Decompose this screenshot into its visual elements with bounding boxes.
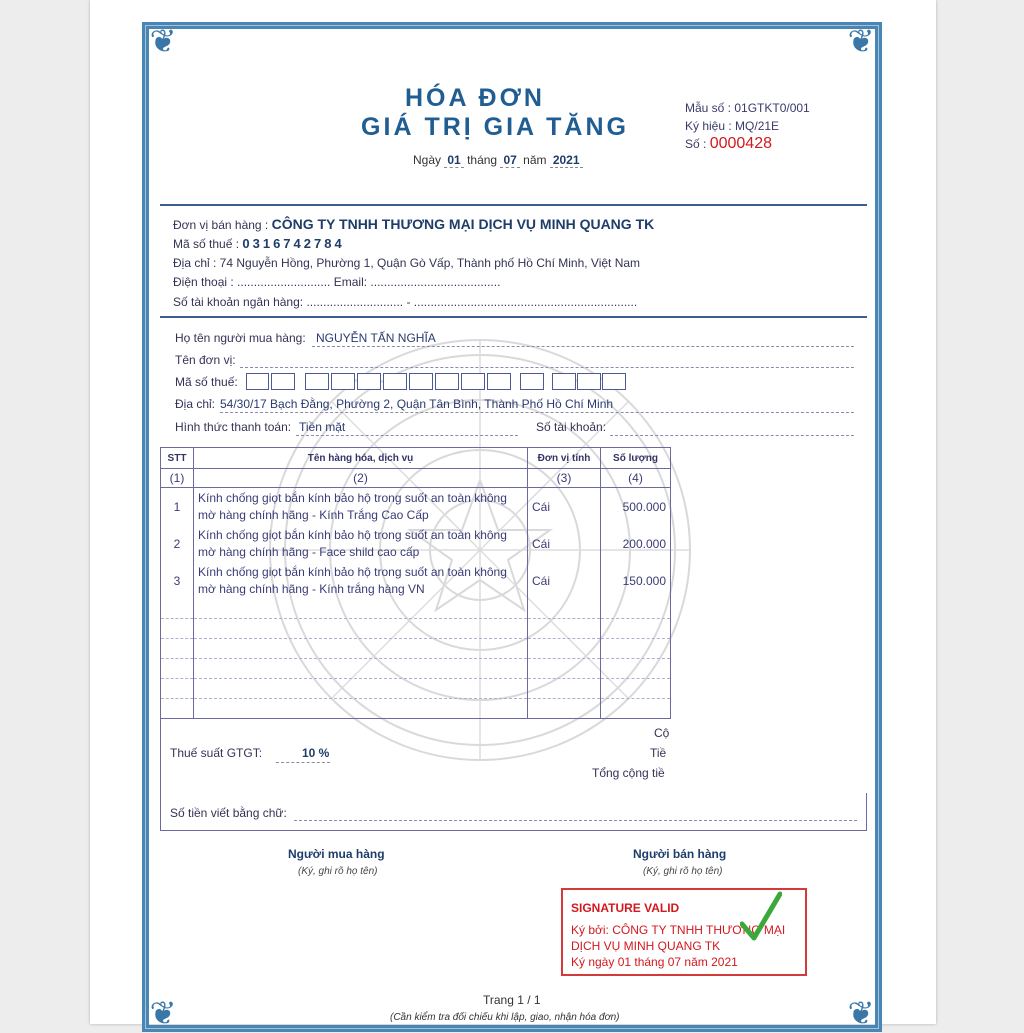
payment-method: Tiền mặt — [299, 420, 346, 434]
signed-date: Ký ngày 01 tháng 07 năm 2021 — [571, 955, 738, 969]
total-label-cut: Tổng cộng tiề — [592, 766, 665, 780]
vat-rate: 10 % — [302, 746, 330, 760]
vat-amount-label-cut: Tiề — [650, 746, 667, 760]
table-row-empty — [161, 639, 671, 659]
buyer-unit-label: Tên đơn vị: — [175, 353, 236, 367]
tax-digit-box[interactable] — [331, 373, 355, 390]
buyer-signature-note: (Ký, ghi rõ họ tên) — [298, 866, 378, 877]
seller-name: CÔNG TY TNHH THƯƠNG MẠI DỊCH VỤ MINH QUANG TK — [271, 216, 655, 232]
divider — [160, 204, 867, 206]
ornament-icon: ❦ — [847, 23, 875, 59]
page-indicator: Trang 1 / 1 — [483, 993, 541, 1007]
table-row: 2 Kính chống giọt bắn kính bảo hộ trong suốt an toàn không mờ hàng chính hãng - Face shild cao cấp Cái 200.000 — [161, 525, 671, 562]
seller-tax-code: 0316742784 — [242, 236, 345, 251]
seller-address: Địa chỉ : 74 Nguyễn Hồng, Phường 1, Quận Gò Vấp, Thành phố Hồ Chí Minh, Việt Nam — [173, 256, 641, 270]
buyer-address-label: Địa chỉ: — [175, 397, 216, 411]
ornament-icon: ❦ — [149, 995, 177, 1031]
tax-digit-box[interactable] — [552, 373, 576, 390]
invoice-date: Ngày 01 tháng 07 năm 2021 — [413, 153, 583, 167]
invoice-subtitle: GIÁ TRỊ GIA TĂNG — [361, 113, 629, 141]
tax-digit-box[interactable] — [487, 373, 511, 390]
seller-signature-title: Người bán hàng — [633, 847, 727, 861]
table-header — [161, 448, 671, 469]
seller-signature-note: (Ký, ghi rõ họ tên) — [643, 866, 723, 877]
buyer-tax-label: Mã số thuế: — [175, 375, 238, 389]
seller-bank: Số tài khoản ngân hàng: ............................. - ................................................................... — [173, 295, 638, 309]
vat-label: Thuế suất GTGT: — [170, 746, 263, 760]
col-stt: STT — [161, 448, 194, 469]
checkmark-icon — [740, 890, 782, 950]
table-row: 3 Kính chống giọt bắn kính bảo hộ trong suốt an toàn không mờ hàng chính hãng - Kính trắng hàng VN Cái 150.000 — [161, 562, 671, 599]
buyer-account-label: Số tài khoản: — [536, 420, 607, 434]
seller-tax: Mã số thuế : 0316742784 — [173, 236, 345, 251]
tax-digit-box[interactable] — [357, 373, 381, 390]
table-row-empty — [161, 619, 671, 639]
col-unit: Đơn vị tính — [528, 448, 601, 469]
table-row-empty — [161, 659, 671, 679]
col-name: Tên hàng hóa, dịch vụ — [194, 448, 528, 469]
form-number: Mẫu số : 01GTKT0/001 — [685, 101, 810, 115]
tax-digit-box[interactable] — [271, 373, 295, 390]
tax-digit-box[interactable] — [305, 373, 329, 390]
signed-by: Ký bởi: CÔNG TY TNHH THƯƠNG MẠI — [571, 923, 786, 937]
ornament-icon: ❦ — [847, 995, 875, 1031]
tax-digit-box[interactable] — [246, 373, 269, 390]
buyer-name: NGUYỄN TẤN NGHĨA — [316, 331, 436, 345]
seller-contact: Điện thoại : ............................ Email: ....................................... — [173, 275, 501, 289]
payment-label: Hình thức thanh toán: — [175, 420, 292, 434]
buyer-name-label: Họ tên người mua hàng: — [175, 331, 306, 345]
items-table — [160, 447, 671, 719]
amount-in-words-label: Số tiền viết bằng chữ: — [170, 806, 287, 820]
table-row-empty — [161, 679, 671, 699]
subtotal-label-cut: Cộ — [654, 726, 670, 740]
tax-digit-box[interactable] — [577, 373, 601, 390]
table-row-empty — [161, 699, 671, 719]
buyer-signature-title: Người mua hàng — [288, 847, 385, 861]
col-qty: Số lượng — [601, 448, 671, 469]
table-col-numbers: (1) (2) (3) (4) — [161, 469, 671, 488]
tax-digit-box[interactable] — [602, 373, 626, 390]
footer-note: (Cần kiểm tra đối chiếu khi lập, giao, nhận hóa đơn) — [390, 1012, 620, 1023]
invoice-number: Số : 0000428 — [685, 135, 772, 152]
tax-digit-box[interactable] — [435, 373, 459, 390]
buyer-address: 54/30/17 Bạch Đằng, Phường 2, Quận Tân Bình, Thành Phố Hồ Chí Minh — [220, 397, 614, 411]
date-month: 07 — [500, 153, 519, 168]
tax-digit-box[interactable] — [409, 373, 433, 390]
seller-unit: Đơn vị bán hàng : CÔNG TY TNHH THƯƠNG MẠI DỊCH VỤ MINH QUANG TK — [173, 216, 655, 232]
tax-digit-box[interactable] — [520, 373, 544, 390]
signature-valid-title: SIGNATURE VALID — [571, 901, 680, 915]
invoice-number-value: 0000428 — [709, 135, 772, 152]
invoice-symbol: Ký hiệu : MQ/21E — [685, 119, 780, 133]
ornament-icon: ❦ — [149, 23, 177, 59]
invoice-title: HÓA ĐƠN — [404, 84, 545, 112]
table-row-empty — [161, 599, 671, 619]
table-row: 1 Kính chống giọt bắn kính bảo hộ trong suốt an toàn không mờ hàng chính hãng - Kính Trắng Cao Cấp Cái 500.000 — [161, 488, 671, 526]
signed-by-company: DỊCH VỤ MINH QUANG TK — [571, 939, 721, 953]
divider — [160, 316, 867, 318]
date-day: 01 — [444, 153, 463, 168]
tax-digit-box[interactable] — [461, 373, 485, 390]
tax-digit-box[interactable] — [383, 373, 407, 390]
date-year: 2021 — [550, 153, 583, 168]
